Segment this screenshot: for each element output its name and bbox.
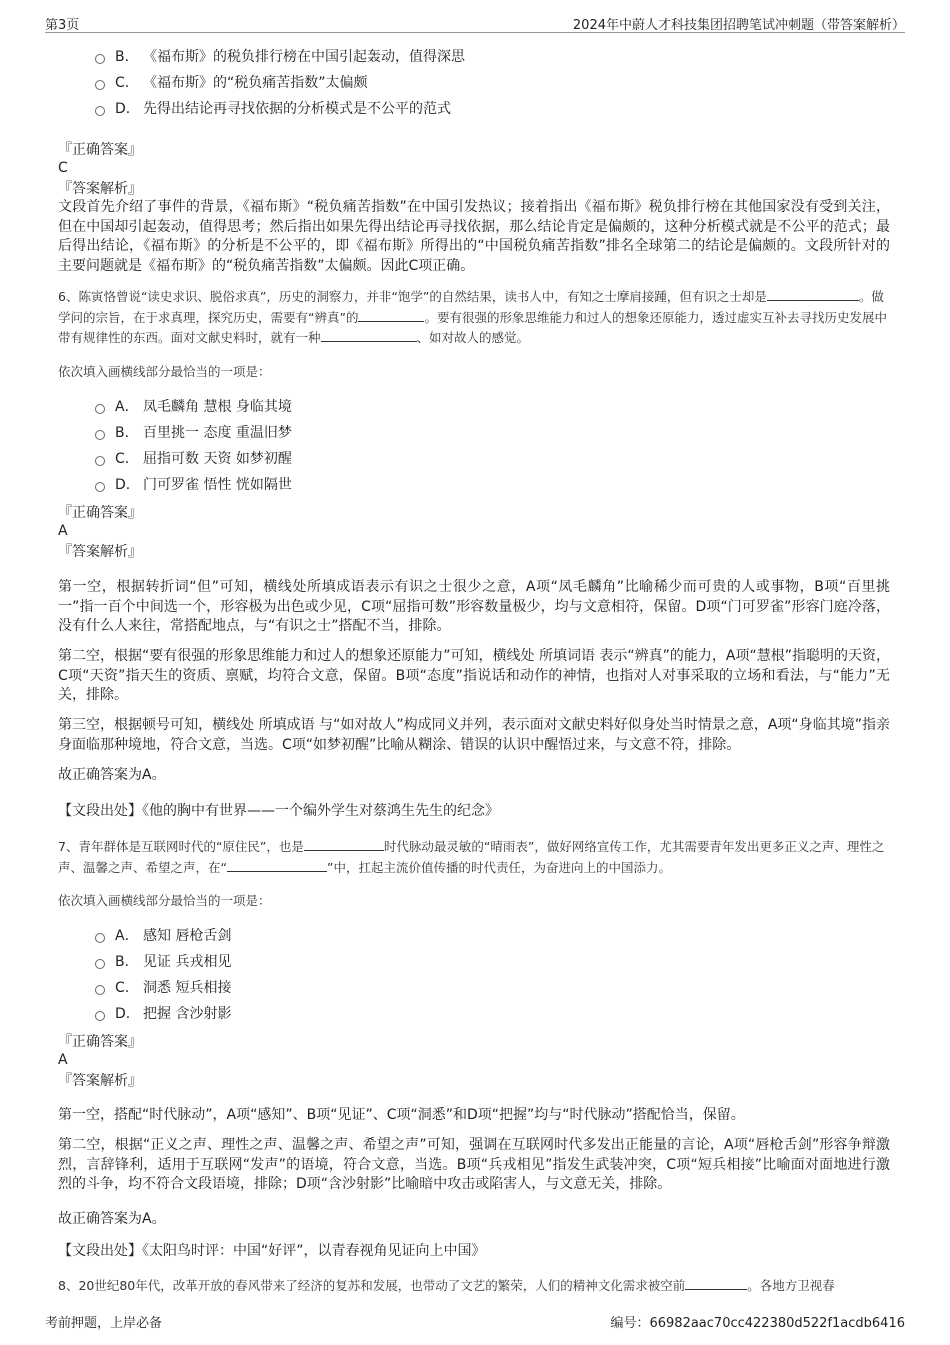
q7-answer-label: 『正确答案』 [58, 1034, 142, 1050]
q7-option-d[interactable]: D. 把握 含沙射影 [95, 1003, 231, 1025]
radio-icon[interactable] [95, 54, 105, 64]
radio-icon[interactable] [95, 430, 105, 440]
fill-blank [321, 329, 417, 342]
q5-option-c[interactable]: C. 《福布斯》的“税负痛苦指数”太偏颇 [95, 72, 368, 94]
q7-answer: A [58, 1052, 68, 1068]
fill-blank [767, 288, 859, 301]
q6-source: 【文段出处】《他的胸中有世界——一个编外学生对蔡鸿生先生的纪念》 [58, 803, 499, 819]
radio-icon[interactable] [95, 456, 105, 466]
q7-source: 【文段出处】《太阳鸟时评：中国“好评”，以青春视角见证向上中国》 [58, 1243, 486, 1259]
q7-option-b[interactable]: B. 见证 兵戎相见 [95, 951, 231, 973]
radio-icon[interactable] [95, 404, 105, 414]
q7-analysis-p2: 第二空，根据“正义之声、理性之声、温馨之声、希望之声”可知，强调在互联网时代多发出正能量的言论，A项“唇枪舌剑”形容争辩激烈，言辞锋利，适用于互联网“发声”的语境，符合文意，当选。B项“兵戎相见”指发生武装冲突，C项“短兵相接”比喻面对面地进行激烈的斗争，均不符合文段语境，排除；D项“含沙射影”比喻暗中攻击或陷害人，与文意无关，排除。 [58, 1137, 890, 1192]
q6-answer: A [58, 523, 68, 539]
q6-analysis-p1: 第一空，根据转折词“但”可知，横线处所填成语表示有识之士很少之意，A项“凤毛麟角”比喻稀少而可贵的人或事物，B项“百里挑一”指一百个中间选一个，形容极为出色或少见，C项“屈指可数”形容数量极少，均与文意相符，保留。D项“门可罗雀”形容门庭冷落，没有什么人来往，常搭配地点，与“有识之士”搭配不当，排除。 [58, 579, 890, 634]
q7-option-c[interactable]: C. 洞悉 短兵相接 [95, 977, 231, 999]
q7-analysis-p1: 第一空，搭配“时代脉动”，A项“感知”、B项“见证”、C项“洞悉”和D项“把握”均与“时代脉动”搭配恰当，保留。 [58, 1107, 745, 1123]
q5-option-d[interactable]: D. 先得出结论再寻找依据的分析模式是不公平的范式 [95, 98, 451, 120]
radio-icon[interactable] [95, 985, 105, 995]
footer-code: 编号：66982aac70cc422380d522f1acdb6416 [610, 1316, 905, 1331]
fill-blank [358, 309, 424, 322]
page-header [45, 12, 905, 33]
q7-stem: 7、青年群体是互联网时代的“原住民”，也是 时代脉动最灵敏的“晴雨表”，做好网络宣传工作，尤其需要青年发出更多正义之声、理性之声、温馨之声、希望之声，在“ ”中，扛起主流价值传播的时代责任，为奋进向上的中国添力。 [58, 839, 885, 875]
radio-icon[interactable] [95, 80, 105, 90]
radio-icon[interactable] [95, 106, 105, 116]
q5-analysis: 文段首先介绍了事件的背景，《福布斯》“税负痛苦指数”在中国引发热议；接着指出《福布斯》税负排行榜在其他国家没有受到关注，但在中国却引起轰动，值得思考；然后指出如果先得出结论再寻找依据，那么结论肯定是偏颇的，这种分析模式就是不公平的范式；最后得出结论，《福布斯》的分析是不公平的，即《福布斯》所得出的“中国税负痛苦指数”排名全球第二的结论是偏颇的。文段所针对的主要问题就是《福布斯》的“税负痛苦指数”太偏颇。因此C项正确。 [58, 199, 890, 274]
q7-analysis-conclusion: 故正确答案为A。 [58, 1211, 166, 1227]
q8-stem: 8、20世纪80年代，改革开放的春风带来了经济的复苏和发展，也带动了文艺的繁荣，人们的精神文化需求被空前 。各地方卫视春 [58, 1278, 835, 1293]
footer-slogan: 考前押题，上岸必备 [45, 1316, 163, 1331]
q6-analysis-label: 『答案解析』 [58, 544, 142, 560]
q5-answer: C [58, 160, 68, 176]
q7-prompt: 依次填入画横线部分最恰当的一项是： [58, 893, 271, 908]
q6-prompt: 依次填入画横线部分最恰当的一项是： [58, 364, 271, 379]
radio-icon[interactable] [95, 482, 105, 492]
page-number: 第3页 [45, 18, 80, 33]
q6-option-c[interactable]: C. 屈指可数 天资 如梦初醒 [95, 448, 292, 470]
q5-analysis-label: 『答案解析』 [58, 181, 142, 197]
q7-analysis-label: 『答案解析』 [58, 1073, 142, 1089]
fill-blank [227, 859, 327, 872]
q6-analysis-p3: 第三空，根据顿号可知，横线处 所填成语 与“如对故人”构成同义并列，表示面对文献史料好似身处当时情景之意，A项“身临其境”指亲身面临那种境地，符合文意，当选。C项“如梦初醒”比喻从糊涂、错误的认识中醒悟过来，与文意不符，排除。 [58, 717, 890, 753]
q6-analysis-p2: 第二空，根据“要有很强的形象思维能力和过人的想象还原能力”可知，横线处 所填词语 表示“辨真”的能力，A项“慧根”指聪明的天资，C项“天资”指天生的资质、禀赋，均符合文意，保留。B项“态度”指说话和动作的神情，也指对人对事采取的立场和看法，与“能力”无关，排除。 [58, 648, 890, 703]
q6-answer-label: 『正确答案』 [58, 505, 142, 521]
q6-stem: 6、陈寅恪曾说“读史求识、脱俗求真”，历史的洞察力，并非“饱学”的自然结果，读书人中，有知之士摩肩接踵，但有识之士却是 。做学问的宗旨，在于求真理，探究历史，需要有“辨真”的 。要有很强的形象思维能力和过人的想象还原能力，透过虚实互补去寻找历史发展中带有规律性的东西。面对文献史料时，就有一种 、如对故人的感觉。 [58, 289, 887, 345]
q6-option-b[interactable]: B. 百里挑一 态度 重温旧梦 [95, 422, 292, 444]
radio-icon[interactable] [95, 933, 105, 943]
document-title: 2024年中蔚人才科技集团招聘笔试冲刺题（带答案解析） [572, 18, 905, 33]
q7-option-a[interactable]: A． 感知 唇枪舌剑 [95, 925, 231, 947]
q6-option-d[interactable]: D. 门可罗雀 悟性 恍如隔世 [95, 474, 292, 496]
q6-analysis-conclusion: 故正确答案为A。 [58, 767, 166, 783]
radio-icon[interactable] [95, 1011, 105, 1021]
page-footer [45, 1312, 905, 1331]
radio-icon[interactable] [95, 959, 105, 969]
q6-option-a[interactable]: A． 凤毛麟角 慧根 身临其境 [95, 396, 292, 418]
q5-option-b[interactable]: B. 《福布斯》的税负排行榜在中国引起轰动，值得深思 [95, 46, 465, 68]
fill-blank [304, 838, 384, 851]
fill-blank [685, 1277, 747, 1290]
q5-answer-label: 『正确答案』 [58, 142, 142, 158]
